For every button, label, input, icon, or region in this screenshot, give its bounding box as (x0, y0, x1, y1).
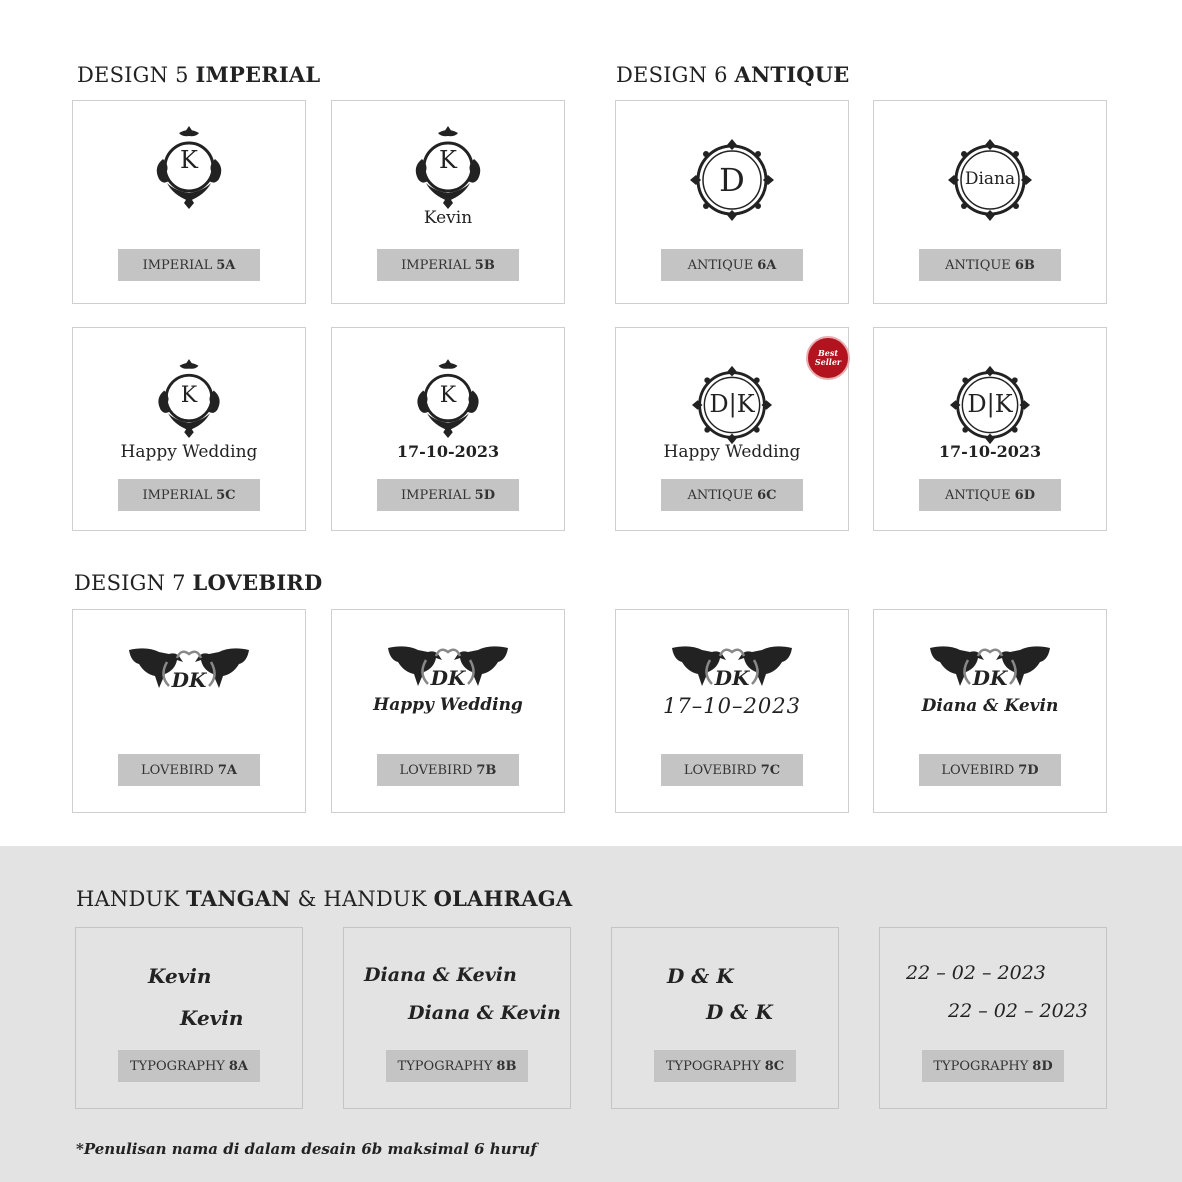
design-label: TYPOGRAPHY 8A (118, 1050, 260, 1082)
typography-line-1: Diana & Kevin (364, 964, 517, 986)
design-card-imperial-5b[interactable] (331, 100, 565, 304)
caption-text: 17-10-2023 (938, 442, 1042, 461)
typography-line-2: D & K (706, 1000, 773, 1024)
typography-line-2: 22 – 02 – 2023 (948, 1000, 1088, 1022)
design-card-lovebird-7a[interactable] (72, 609, 306, 813)
design-label: IMPERIAL 5B (377, 249, 519, 281)
design-label: LOVEBIRD 7A (118, 754, 260, 786)
design-label: LOVEBIRD 7B (377, 754, 519, 786)
caption-text: Diana & Kevin (921, 696, 1059, 716)
monogram-text: D (719, 161, 745, 199)
design-label: ANTIQUE 6A (661, 249, 803, 281)
section-title-antique: DESIGN 6 ANTIQUE (616, 62, 850, 87)
design-card-lovebird-7b[interactable] (331, 609, 565, 813)
design-card-imperial-5c[interactable] (72, 327, 306, 531)
monogram-text: Diana (964, 169, 1016, 189)
monogram-text: DK (430, 666, 466, 690)
design-label: IMPERIAL 5A (118, 249, 260, 281)
monogram-text: K (439, 146, 457, 174)
design-label: LOVEBIRD 7D (919, 754, 1061, 786)
design-card-imperial-5a[interactable] (72, 100, 306, 304)
design-card-antique-6b[interactable] (873, 100, 1107, 304)
section-title-imperial: DESIGN 5 IMPERIAL (77, 62, 321, 87)
design-card-typography-8c[interactable] (611, 927, 839, 1109)
typography-line-2: Diana & Kevin (408, 1002, 561, 1024)
monogram-text: D|K (967, 390, 1013, 418)
monogram-text: D|K (709, 390, 755, 418)
design-label: TYPOGRAPHY 8D (922, 1050, 1064, 1082)
design-card-lovebird-7c[interactable] (615, 609, 849, 813)
typography-line-1: D & K (667, 964, 734, 988)
caption-text: Happy Wedding (373, 695, 523, 715)
design-card-imperial-5d[interactable] (331, 327, 565, 531)
design-label: LOVEBIRD 7C (661, 754, 803, 786)
caption-text: 17–10–2023 (663, 694, 801, 718)
design-label: IMPERIAL 5C (118, 479, 260, 511)
design-card-antique-6a[interactable] (615, 100, 849, 304)
typography-line-2: Kevin (180, 1006, 244, 1030)
caption-text: 17-10-2023 (396, 442, 500, 461)
design-label: ANTIQUE 6B (919, 249, 1061, 281)
typography-line-1: Kevin (148, 964, 212, 988)
design-card-typography-8d[interactable] (879, 927, 1107, 1109)
monogram-text: DK (171, 668, 207, 692)
design-label: TYPOGRAPHY 8B (386, 1050, 528, 1082)
monogram-text: DK (972, 666, 1008, 690)
design-label: IMPERIAL 5D (377, 479, 519, 511)
footnote: *Penulisan nama di dalam desain 6b maksimal 6 huruf (76, 1140, 537, 1158)
design-label: ANTIQUE 6D (919, 479, 1061, 511)
caption-text: Happy Wedding (663, 442, 801, 462)
design-card-lovebird-7d[interactable] (873, 609, 1107, 813)
monogram-text: K (439, 383, 457, 408)
section-title-lovebird: DESIGN 7 LOVEBIRD (74, 570, 323, 595)
monogram-text: DK (714, 666, 750, 690)
caption-text: Happy Wedding (120, 442, 258, 462)
design-card-typography-8b[interactable] (343, 927, 571, 1109)
design-label: TYPOGRAPHY 8C (654, 1050, 796, 1082)
typography-line-1: 22 – 02 – 2023 (906, 962, 1046, 984)
monogram-text: K (180, 383, 198, 408)
caption-text: Kevin (423, 208, 473, 228)
monogram-text: K (180, 146, 198, 174)
design-card-antique-6d[interactable] (873, 327, 1107, 531)
best-seller-badge: Best Seller (806, 336, 850, 380)
design-card-typography-8a[interactable] (75, 927, 303, 1109)
section-title-towel: HANDUK TANGAN & HANDUK OLAHRAGA (76, 886, 573, 911)
design-label: ANTIQUE 6C (661, 479, 803, 511)
design-card-antique-6c[interactable] (615, 327, 849, 531)
